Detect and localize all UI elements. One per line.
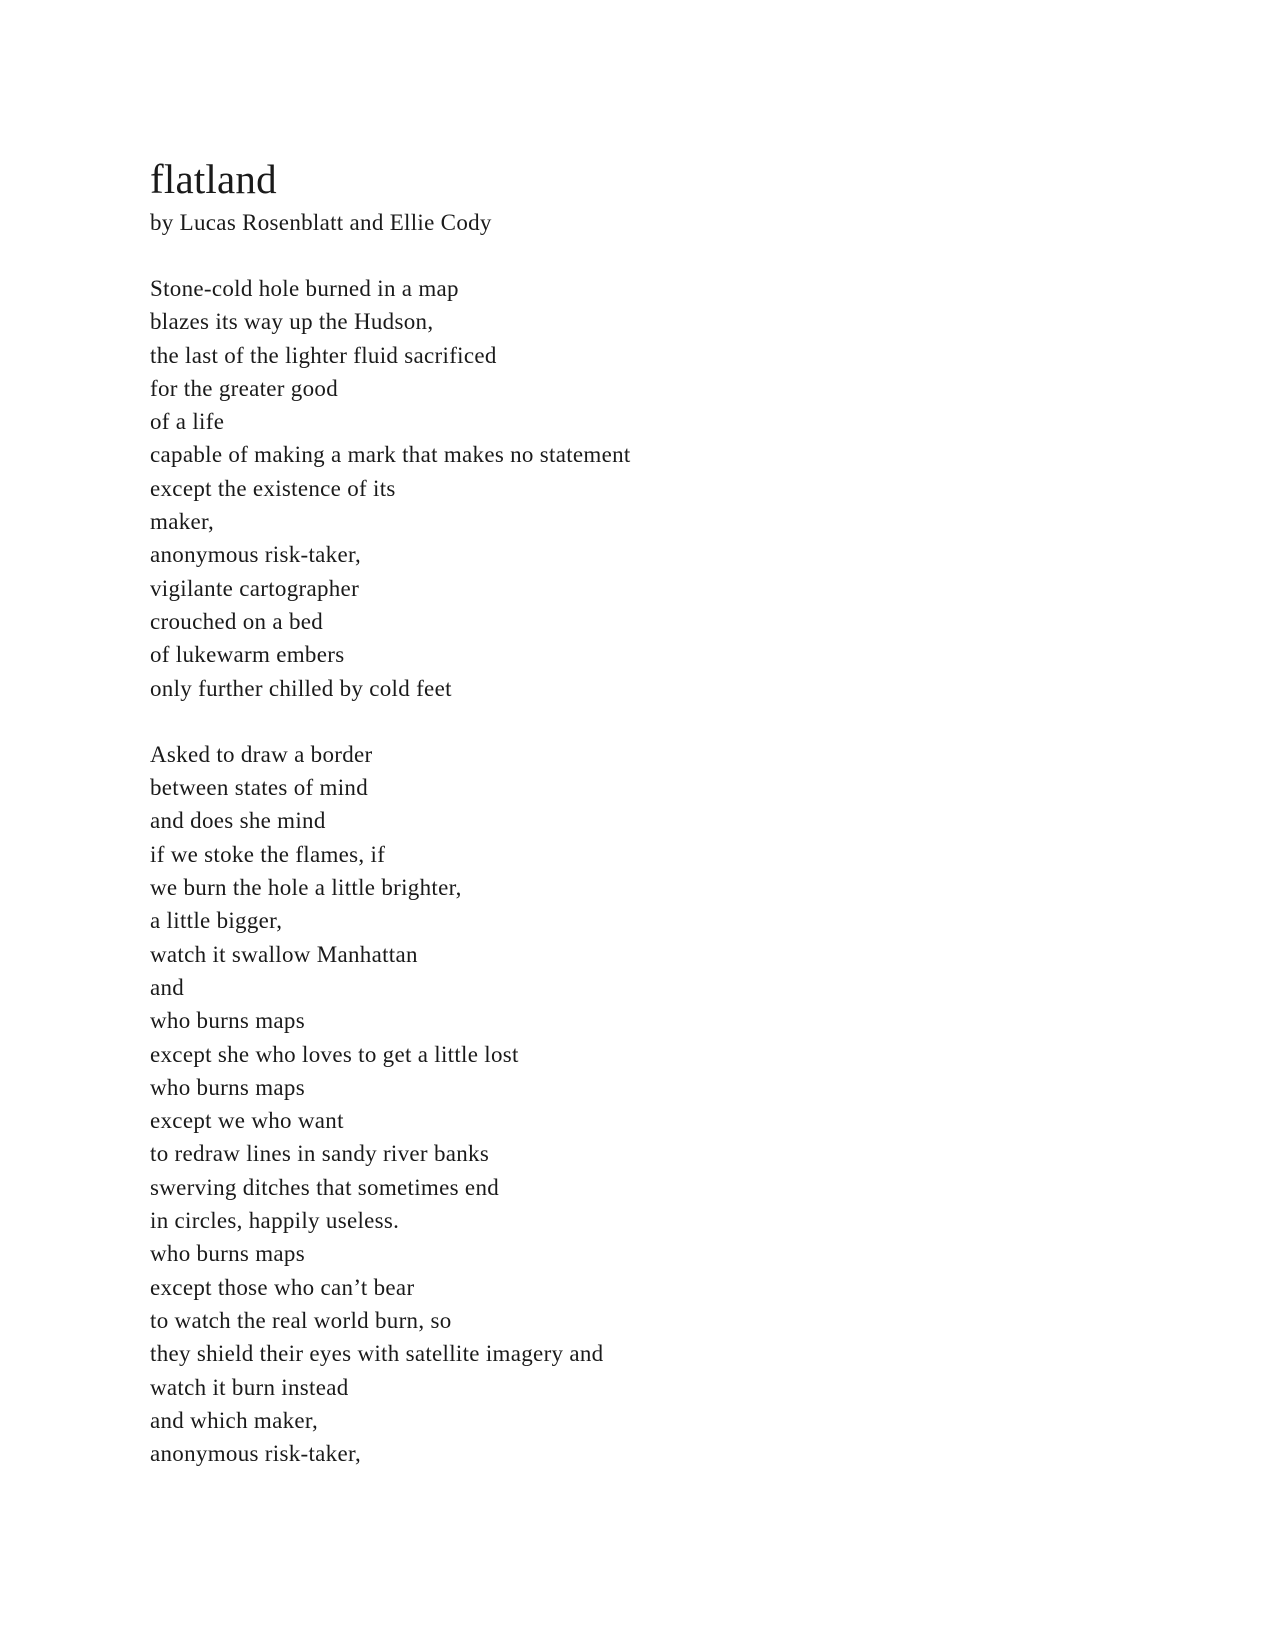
poem-line: anonymous risk-taker, <box>150 542 362 568</box>
poem-line: Asked to draw a border <box>150 741 373 767</box>
poem-line: only further chilled by cold feet <box>150 675 452 701</box>
poem-line: in circles, happily useless. <box>150 1208 400 1234</box>
poem-line: Stone-cold hole burned in a map <box>150 276 459 301</box>
poem-line: for the greater good <box>150 375 339 401</box>
poem-line: a little bigger, <box>150 908 283 934</box>
poem-line: of lukewarm embers <box>150 642 345 668</box>
poem-line: anonymous risk-taker, <box>150 1441 362 1467</box>
poem-line: swerving ditches that sometimes end <box>150 1174 500 1200</box>
poem-line: we burn the hole a little brighter, <box>150 875 462 901</box>
poem-line: and <box>150 974 185 1000</box>
poem-line: watch it swallow Manhattan <box>150 941 418 967</box>
poem-line: except the existence of its <box>150 475 396 501</box>
poem-line: to redraw lines in sandy river banks <box>150 1141 490 1167</box>
poem-line: who burns maps <box>150 1241 305 1267</box>
stanza-1 <box>150 272 1050 705</box>
poem-line: vigilante cartographer <box>150 575 360 601</box>
poem-line: watch it burn instead <box>150 1374 349 1400</box>
poem-line: except we who want <box>150 1108 344 1134</box>
poem-line: they shield their eyes with satellite imagery and <box>150 1341 604 1367</box>
poem-line: except those who can’t bear <box>150 1274 415 1300</box>
poem-line: of a life <box>150 409 225 435</box>
poem <box>150 155 1050 1470</box>
poem-line: who burns maps <box>150 1074 305 1100</box>
poem-line: except she who loves to get a little lost <box>150 1041 519 1067</box>
poem-line: between states of mind <box>150 775 369 801</box>
poem-line: the last of the lighter fluid sacrificed <box>150 342 497 368</box>
poem-line: if we stoke the flames, if <box>150 841 386 867</box>
poem-byline: by Lucas Rosenblatt and Ellie Cody <box>150 210 492 235</box>
poem-line: who burns maps <box>150 1008 305 1034</box>
poem-line: and does she mind <box>150 808 326 834</box>
stanza-2 <box>150 738 1050 1471</box>
poem-line: crouched on a bed <box>150 608 324 634</box>
poem-line: capable of making a mark that makes no statement <box>150 442 631 468</box>
poem-title: flatland <box>150 156 277 202</box>
poem-line: to watch the real world burn, so <box>150 1307 452 1333</box>
poem-line: blazes its way up the Hudson, <box>150 309 434 335</box>
poem-line: and which maker, <box>150 1407 319 1433</box>
poem-line: maker, <box>150 509 215 535</box>
